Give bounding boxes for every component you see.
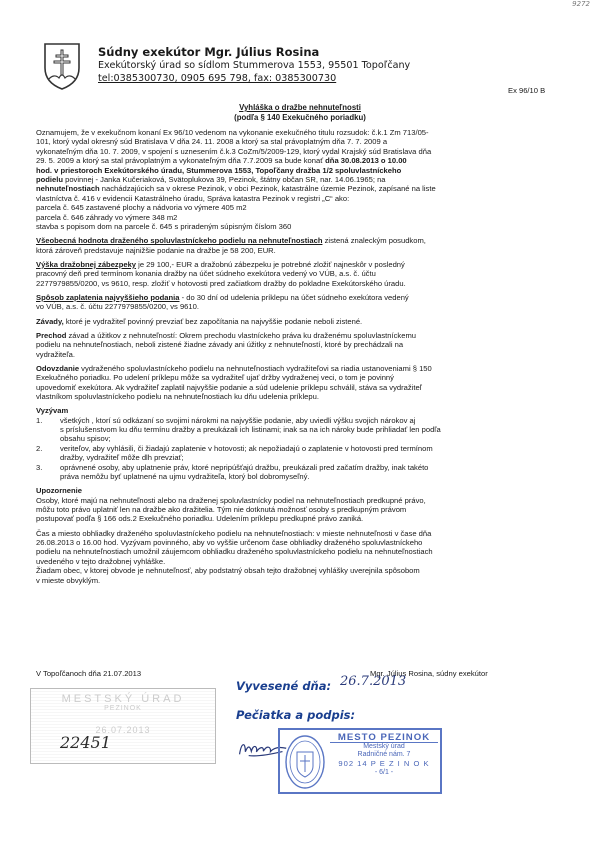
- handover-line: upovedomiť exekútora. Ak vydražiteľ zaplatil najvyššie podanie a súd udelenie príklepu schválil, stáva sa vydražiteľ: [36, 382, 422, 392]
- notice-line: môžu toto právo uplatniť len na dražbe ako dražitelia. Tým nie dotknutá možnosť osoby s predkupným právom: [36, 505, 407, 514]
- inspection-line: podielu na nehnuteľnostiach umožnil záujemcom obhliadku draženého spoluvlastníckeho podielu na nehnuteľnostiach: [36, 547, 433, 557]
- intro-line: [36, 175, 562, 184]
- list-line: dražby, vydražiteľ môže dlh prevziať;: [60, 453, 184, 463]
- deposit-line: [36, 260, 562, 269]
- call-section: [36, 406, 562, 481]
- value-line: ktorá zároveň predstavuje najnižšie podanie na dražbe je 58 200, EUR.: [36, 245, 276, 255]
- notice-line: Osoby, ktoré majú na nehnuteľnosti alebo na draženej spoluvlastnícky podiel na nehnuteľnostiach predkupné právo,: [36, 495, 426, 505]
- parcel-item: parcela č. 646 záhrady vo výmere 348 m2: [36, 212, 178, 222]
- town-crest-icon: [284, 734, 326, 790]
- list-number: 2.: [36, 443, 43, 453]
- intro-bold: nehnuteľnostiach: [36, 184, 100, 194]
- corner-note: 9272: [572, 0, 590, 8]
- list-text: [60, 416, 562, 444]
- list-text: [60, 463, 562, 482]
- transfer-line: podielu na nehnuteľnostiach, neboli zistené žiadne závady ani úžitky z nehnuteľností, ktoré by prechádzali na: [36, 340, 404, 350]
- list-line: s príslušenstvom ku dňu termínu dražby a preukázali ich listinami; inak sa na ich nároky bude prihliadať len podľa: [60, 424, 441, 434]
- inspection-line: Žiadam obec, v ktorej obvode je nehnuteľnosť, aby podstatný obsah tejto dražobnej vyhlášky uverejnila spôsobom: [36, 566, 420, 576]
- handover-text: vydraženého spoluvlastníckeho podielu na nehnuteľnostiach vydražiteľovi sa riadia ustanoveniami § 150: [79, 363, 432, 373]
- defects-text: ktoré je vydražiteľ povinný prevziať bez započítania na najvyššie podanie neboli zistené.: [63, 316, 363, 326]
- intro-line: vlastníctva č. 416 v evidencii Katastrálneho úradu, Správa katastra Pezinok v registri „C“ ako:: [36, 193, 350, 203]
- call-heading: Vyzývam: [36, 406, 69, 416]
- transfer-text: závad a úžitkov z nehnuteľností: Okrem prechodu vlastníckeho práva ku draženému spoluvlastníckemu: [66, 330, 416, 340]
- deposit-line: 2277979855/0200, vs 9610, resp. zložiť v hotovosti pred začiatkom dražby do pokladne Exekútorského úradu.: [36, 278, 406, 288]
- deposit-text: je 29 100,- EUR a dražobnú zábezpeku je potrebné zložiť najneskôr v posledný: [136, 259, 405, 269]
- transfer-line: vydražiteľa.: [36, 349, 75, 359]
- value-paragraph: [36, 236, 562, 255]
- property-location: nachádzajúcich sa v okrese Pezinok, v obci Pezinok, katastrálne územie Pezinok, zapísané na liste: [99, 184, 436, 194]
- defects-line: [36, 317, 562, 326]
- stamp-line: - 6/1 -: [374, 768, 394, 776]
- defects-paragraph: [36, 317, 562, 326]
- list-number: 1.: [36, 415, 43, 425]
- posted-date-handwritten: 26.7.2013: [340, 674, 407, 689]
- parcel-item: stavba s popisom dom na parcele č. 645 s priradeným súpisným číslom 360: [36, 222, 292, 232]
- parcel-item: parcela č. 645 zastavené plochy a nádvoria vo výmere 405 m2: [36, 203, 247, 213]
- intro-line: Oznamujem, že v exekučnom konaní Ex 96/10 vedenom na vykonanie exekučného titulu rozsudok: č.k.1 Zm 713/05-: [36, 128, 429, 137]
- document-subtitle: (podľa § 140 Exekučného poriadku): [234, 113, 366, 122]
- inspection-line: Čas a miesto obhliadky draženého spoluvlastníckeho podielu na nehnuteľnostiach: v mieste nehnuteľnosti v čase dňa: [36, 528, 432, 538]
- transfer-heading: Prechod: [36, 330, 67, 340]
- notice-heading: Upozornenie: [36, 486, 82, 496]
- value-heading: Všeobecná hodnota draženého spoluvlastníckeho podielu na nehnuteľnostiach: [36, 236, 323, 246]
- value-text: zistená znaleckým posudkom,: [322, 236, 426, 246]
- inspection-line: 26.08.2013 o 16.00 hod. Vyzývam povinného, aby vo vyššie určenom čase obhliadky draženého spoluvlastníckeho: [36, 538, 423, 548]
- handover-paragraph: [36, 364, 562, 402]
- payment-line: vo VÚB, a.s. č. účtu 2277979855/0200, vs 9610.: [36, 302, 199, 312]
- handover-heading: Odovzdanie: [36, 363, 80, 373]
- stamp-line: Mestský úrad: [363, 743, 405, 751]
- coat-of-arms-icon: [42, 42, 82, 90]
- document-body: [36, 128, 562, 590]
- stamp-text: [330, 733, 438, 777]
- deposit-paragraph: [36, 260, 562, 288]
- auction-place: hod. v priestoroch Exekútorského úradu, Stummerova 1553, Topoľčany dražba 1/2 spoluvlastníckeho: [36, 165, 402, 175]
- stamp-line: PEZINOK: [104, 705, 142, 713]
- inspection-line: v mieste obvyklým.: [36, 575, 101, 585]
- notice-section: [36, 486, 562, 524]
- handover-line: Exekučného poriadku. Po udelení príklepu môže sa vydražiteľ ujať držby vydraženej veci, o tom je povinný: [36, 373, 394, 383]
- list-text: [60, 444, 562, 463]
- bailiff-header: [98, 45, 558, 85]
- intro-text: 29. 5. 2009 a ktorý sa stal právoplatným a vykonateľným dňa 7.7.2009 sa bude konať: [36, 156, 326, 166]
- intro-line: [36, 184, 562, 193]
- list-item: [36, 463, 562, 482]
- intro-line: [36, 156, 562, 165]
- stamp-date: 26.07.2013: [95, 724, 151, 735]
- stamp-line: Radničné nám. 7: [357, 751, 411, 759]
- defects-heading: Závady,: [36, 316, 64, 326]
- document-title: Vyhláška o dražbe nehnuteľnosti: [239, 103, 361, 112]
- auction-date: dňa 30.08.2013 o 10.00: [325, 156, 407, 166]
- transfer-paragraph: [36, 331, 562, 359]
- list-item: [36, 444, 562, 463]
- case-reference: Ex 96/10 B: [508, 86, 546, 95]
- handwritten-number: 22451: [60, 733, 111, 752]
- value-line: [36, 236, 562, 245]
- municipal-office-stamp: [30, 688, 216, 764]
- office-contacts: tel:0385300730, 0905 695 798, fax: 0385300730: [98, 73, 337, 84]
- transfer-line: [36, 331, 562, 340]
- stamp-line: MESTSKÝ ÚRAD: [61, 693, 185, 705]
- intro-paragraph: [36, 128, 562, 231]
- intro-line: vykonateľným dňa 10. 7. 2009, v spojení s uznesením č.k.3 CoZm/5/2009-129, ktorý vydal Krajský súd Bratislava dňa: [36, 146, 432, 156]
- list-line: oprávnené osoby, aby uplatnenie práv, ktoré nepripúšťajú dražbu, preukázali pred začatím dražby, inak takéto: [60, 462, 429, 472]
- stamp-line: 902 14 P E Z I N O K: [338, 759, 430, 769]
- signatory: Mgr. Július Rosina, súdny exekútor: [370, 669, 488, 678]
- town-pezinok-stamp: [278, 728, 442, 794]
- stamp-title: MESTO PEZINOK: [330, 733, 438, 743]
- debtor-info: povinnej - Janka Kučeriaková, Svätoplukova 39, Pezinok, štátny občan SR, nar. 14.06.1965; na: [63, 175, 386, 185]
- list-line: všetkých , ktorí sú odkázaní so svojimi nárokmi na najvyššie podanie, aby uviedli výšku svojich nárokov aj: [60, 415, 416, 425]
- deposit-heading: Výška dražobnej zábezpeky: [36, 259, 137, 269]
- inspection-paragraph: [36, 529, 562, 585]
- place-date: V Topoľčanoch dňa 21.07.2013: [36, 669, 142, 678]
- intro-line: 101, ktorý vydal okresný súd Bratislava V dňa 24. 11. 2008 a ktorý sa stal právoplatným dňa 7. 7. 2009 a: [36, 137, 388, 147]
- payment-text: - do 30 dní od udelenia príklepu na účet súdneho exekútora vedený: [179, 292, 409, 302]
- office-address: Exekútorský úrad so sídlom Stummerova 1553, 95501 Topoľčany: [98, 60, 411, 71]
- intro-bold: podielu: [36, 175, 63, 185]
- handover-line: vlastníkom spoluvlastníckeho podielu na nehnuteľnostiach ku dňu udelenia príklepu.: [36, 391, 319, 401]
- list-line: práva nemôžu byť uplatnené na ujmu vydražiteľa, ktorý bol dobromyseľný.: [60, 471, 310, 481]
- notice-line: postupovať podľa § 166 ods.2 Exekučného poriadku. Udelením príklepu predkupné právo zaniká.: [36, 514, 364, 524]
- list-line: veriteľov, aby vyhlásili, či žiadajú zaplatenie v hotovosti; ak nepožiadajú o zaplatenie v hotovosti pred termínom: [60, 443, 433, 453]
- list-line: obsahu spisov;: [60, 434, 111, 444]
- payment-paragraph: [36, 293, 562, 312]
- posted-label: Vyvesené dňa:: [236, 679, 332, 693]
- handover-line: [36, 364, 562, 373]
- list-number: 3.: [36, 462, 43, 472]
- bailiff-name: Súdny exekútor Mgr. Július Rosina: [98, 45, 320, 59]
- payment-heading: Spôsob zaplatenia najvyššieho podania: [36, 292, 180, 302]
- deposit-line: pracovný deň pred termínom konania dražby na účet súdneho exekútora vedený vo VÚB, a.s. č. účtu: [36, 269, 376, 279]
- payment-line: [36, 293, 562, 302]
- list-item: [36, 416, 562, 444]
- inspection-line: uvedeného v tejto dražobnej vyhláške.: [36, 556, 166, 566]
- stamp-signature-label: Pečiatka a podpis:: [236, 708, 356, 722]
